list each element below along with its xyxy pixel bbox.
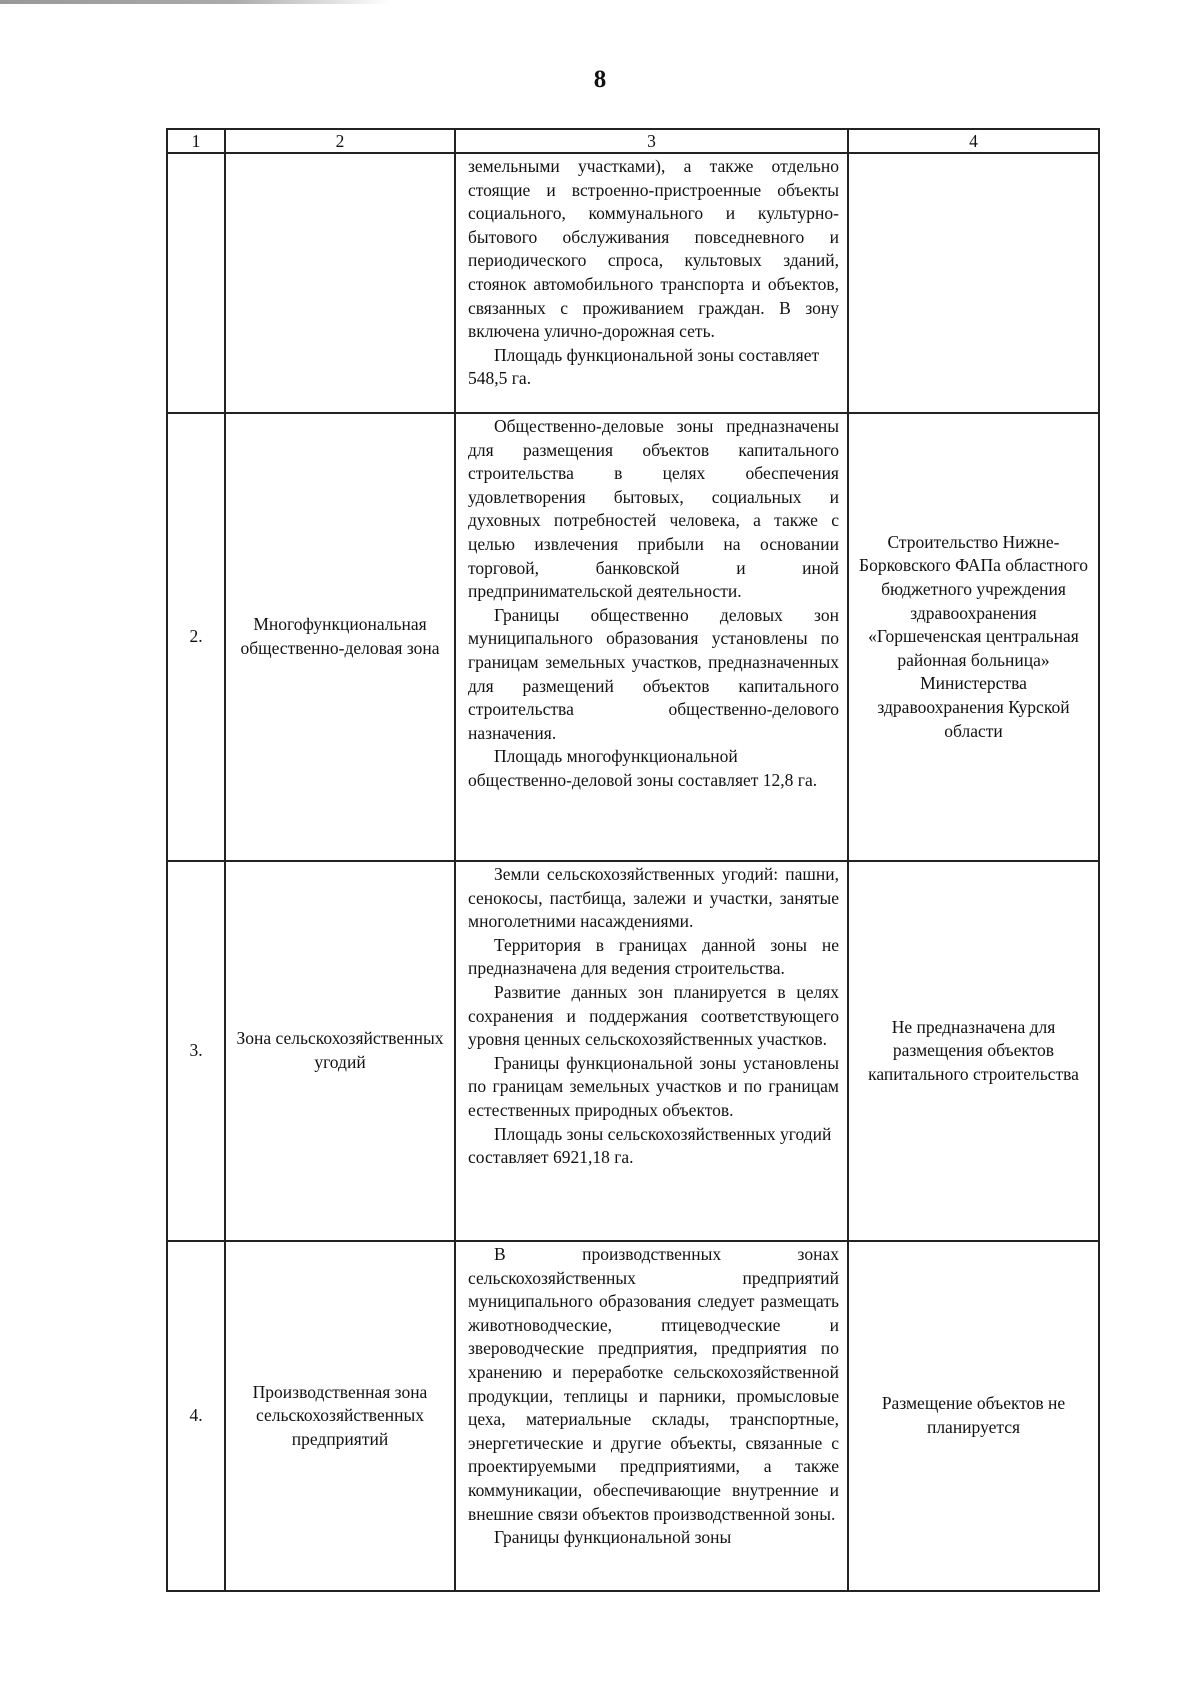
header-col-2: 2	[225, 129, 455, 153]
header-col-3: 3	[455, 129, 848, 153]
zone-note: Не предназначена для размещения объектов капитального строительства	[848, 861, 1099, 1241]
row-number	[167, 153, 225, 413]
scan-edge-mark	[0, 0, 390, 4]
description-paragraph: В производственных зонах сельскохозяйственных предприятий муниципального образования следует размещать животноводческие, птицеводческие и звероводческие предприятия, предприятия по хранению и переработке сельскохозяйственной продукции, теплицы и парники, промысловые цеха, материальные склады, транспортные, энергетические и другие объекты, связанные с проектируемыми предприятиями, а также коммуникации, обеспечивающие внутренние и внешние связи объектов производственной зоны.	[468, 1244, 839, 1524]
zone-name	[225, 153, 455, 413]
zones-table	[166, 128, 1100, 1592]
description-paragraph: Границы функциональной зоны установлены по границам земельных участков и по границам естественных природных объектов.	[468, 1052, 839, 1120]
zone-note: Размещение объектов не планируется	[848, 1241, 1099, 1591]
table-row	[167, 861, 1099, 1241]
zone-name: Производственная зона сельскохозяйственных предприятий	[225, 1241, 455, 1591]
description-paragraph: земельными участками), а также отдельно стоящие и встроенно-пристроенные объекты социального, коммунального и культурно-бытового обслуживания повседневного и периодического спроса, культовых зданий, стоянок автомобильного транспорта и объектов, связанных с проживанием граждан. В зону включена улично-дорожная сеть.	[468, 156, 839, 342]
table-row	[167, 1241, 1099, 1591]
zone-description	[455, 861, 848, 1241]
description-paragraph: Общественно-деловые зоны предназначены для размещения объектов капитального строительства в целях обеспечения удовлетворения бытовых, социальных и духовных потребностей человека, а также с целью извлечения прибыли на основании торговой, банковской и иной предпринимательской деятельности.	[468, 416, 839, 602]
row-number: 3.	[167, 861, 225, 1241]
page-number: 8	[593, 66, 607, 93]
row-number: 4.	[167, 1241, 225, 1591]
row-number: 2.	[167, 413, 225, 861]
zone-description	[455, 413, 848, 861]
zone-note	[848, 153, 1099, 413]
zone-name: Многофункциональная общественно-деловая зона	[225, 413, 455, 861]
description-paragraph: Границы общественно деловых зон муниципального образования установлены по границам земельных участков, предназначенных для размещений объектов капитального строительства общественно-делового назначения.	[468, 604, 839, 743]
table-header-row	[167, 129, 1099, 153]
description-paragraph: Площадь многофункциональной общественно-деловой зоны составляет 12,8 га.	[468, 746, 818, 790]
description-paragraph: Земли сельскохозяйственных угодий: пашни, сенокосы, пастбища, залежи и участки, занятые многолетними насаждениями.	[468, 864, 839, 932]
description-paragraph: Границы функциональной зоны	[494, 1527, 732, 1548]
table-row	[167, 413, 1099, 861]
description-paragraph: Площадь функциональной зоны составляет 548,5 га.	[468, 344, 820, 389]
zone-note: Строительство Нижне-Борковского ФАПа областного бюджетного учреждения здравоохранения «Горшеченская центральная районная больница» Министерства здравоохранения Курской области	[848, 413, 1099, 861]
header-col-1: 1	[167, 129, 225, 153]
table-row	[167, 153, 1099, 413]
zone-name: Зона сельскохозяйственных угодий	[225, 861, 455, 1241]
header-col-4: 4	[848, 129, 1099, 153]
zone-description	[455, 1241, 848, 1591]
description-paragraph: Территория в границах данной зоны не предназначена для ведения строительства.	[468, 934, 839, 979]
zone-description	[455, 153, 848, 413]
description-paragraph: Развитие данных зон планируется в целях сохранения и поддержания соответствующего уровня ценных сельскохозяйственных участков.	[468, 981, 839, 1050]
description-paragraph: Площадь зоны сельскохозяйственных угодий составляет 6921,18 га.	[468, 1123, 832, 1168]
